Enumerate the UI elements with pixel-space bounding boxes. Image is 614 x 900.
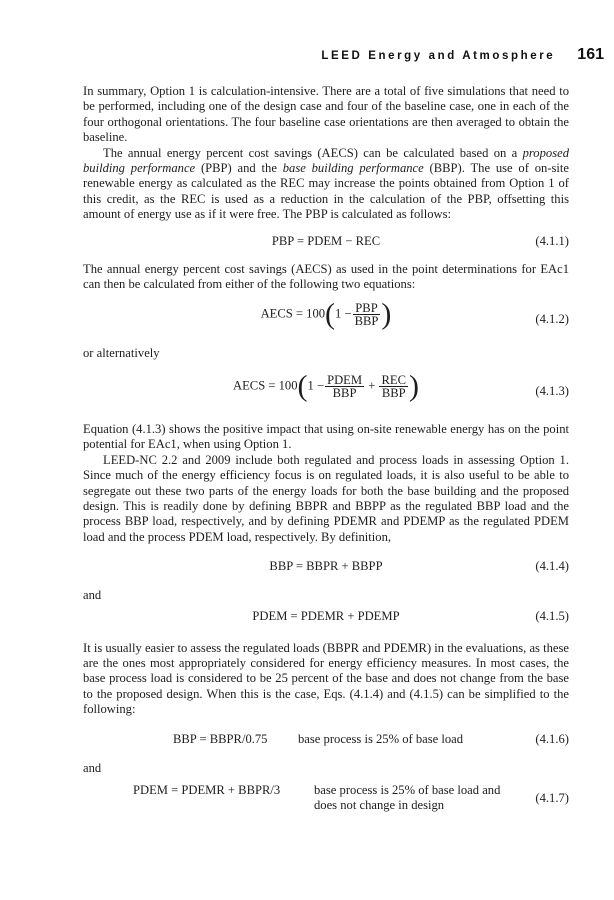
paragraph-regulated-process: LEED-NC 2.2 and 2009 include both regulated and process loads in assessing Option 1. Since much of the energy efficiency focus is on regulated loads, it is also useful to be able to segregate out these two parts of the energy loads for both the base building and the proposed design. This is readily done by defining BBPR and BBPP as the regulated BBP load and the process BBP load, respectively, and by defining PDEMR and PDEMP as the regulated PDEM load and the process PDEM load, respectively. By definition, <box>83 452 569 544</box>
fraction: $\frac{\text{PDEM}}{\text{BBP}}$ <box>327 372 363 400</box>
equation-4-1-6: BBP = BBPR/0.75 base process is 25% of base load (4.1.6) <box>173 731 569 746</box>
equation-number: (4.1.4) <box>535 559 569 574</box>
equation-number: (4.1.1) <box>535 233 569 248</box>
equation-note: base process is 25% of base load and <box>314 782 501 797</box>
running-head-title: LEED Energy and Atmosphere <box>321 50 556 62</box>
page-number: 161 <box>577 46 604 63</box>
fraction: $\frac{\text{REC}}{\text{BBP}}$ <box>381 372 406 400</box>
equation-4-1-5: PDEM = PDEMR + PDEMP (4.1.5) <box>252 608 569 623</box>
equation-number: (4.1.5) <box>535 608 569 623</box>
equation-number: (4.1.6) <box>535 731 569 746</box>
equation-number: (4.1.2) <box>535 312 569 327</box>
paragraph-aecs-equations: The annual energy percent cost savings (AECS) as used in the point determinations for EAc1 can then be calculated from either of the following two equations: <box>83 261 569 292</box>
running-head <box>321 46 604 64</box>
paragraph-simplification: It is usually easier to assess the regulated loads (BBPR and PDEMR) in the evaluations, as these are the ones most appropriately considered for energy efficiency measures. In most cases, the base process load is considered to be 25 percent of the base and does not change from the base to the proposed design. When this is the case, Eqs. (4.1.4) and (4.1.5) can be simplified to the following: <box>83 640 569 717</box>
paragraph-renewable: Equation (4.1.3) shows the positive impact that using on-site renewable energy has on the point potential for EAc1, when using Option 1. <box>83 421 569 452</box>
equation-4-1-2: AECS = 100(1 − $\frac{\text{PBP}}{\text{BBP}}$ ) (4.1.2) <box>260 297 569 331</box>
equation-4-1-7: PDEM = PDEMR + BBPR/3 base process is 25% of base load and does not change in design (4.1.7) <box>133 782 569 812</box>
equation-note: base process is 25% of base load <box>298 731 464 746</box>
page-body <box>83 84 569 828</box>
paragraph-aecs-intro: The annual energy percent cost savings (AECS) can be calculated based on a proposed building performance (PBP) and the base building performance (BBP). The use of on-site renewable energy as calculated as the REC may increase the points obtained from Option 1 of this credit, as the REC is used as a reduction in the calculation of the PBP, offsetting this amount of energy use as if it were free. The PBP is calculated as follows: <box>83 145 570 222</box>
paragraph-summary: In summary, Option 1 is calculation-intensive. There are a total of five simulations that need to be performed, including one of the design case and four of the baseline case, one in each of the four orthogonal orientations. The four baseline case orientations are then averaged to obtain the baseline. <box>83 84 569 145</box>
fraction: $\frac{\text{PBP}}{\text{BBP}}$ <box>354 301 379 329</box>
equation-4-1-4: BBP = BBPR + BBPP (4.1.4) <box>269 559 569 574</box>
equation-4-1-3: AECS = 100(1 − $\frac{\text{PDEM}}{\text{BBP}}$ + $\frac{\text{REC}}{\text{BBP}}$ ) (4.1.3) <box>233 369 569 403</box>
or-alternatively: or alternatively <box>83 346 160 361</box>
and-connector: and <box>83 760 102 775</box>
equation-number: (4.1.7) <box>535 790 569 805</box>
equation-4-1-1: PBP = PDEM − REC (4.1.1) <box>271 233 569 248</box>
equation-note: does not change in design <box>314 797 445 812</box>
equation-number: (4.1.3) <box>535 383 569 398</box>
and-connector: and <box>83 588 102 603</box>
